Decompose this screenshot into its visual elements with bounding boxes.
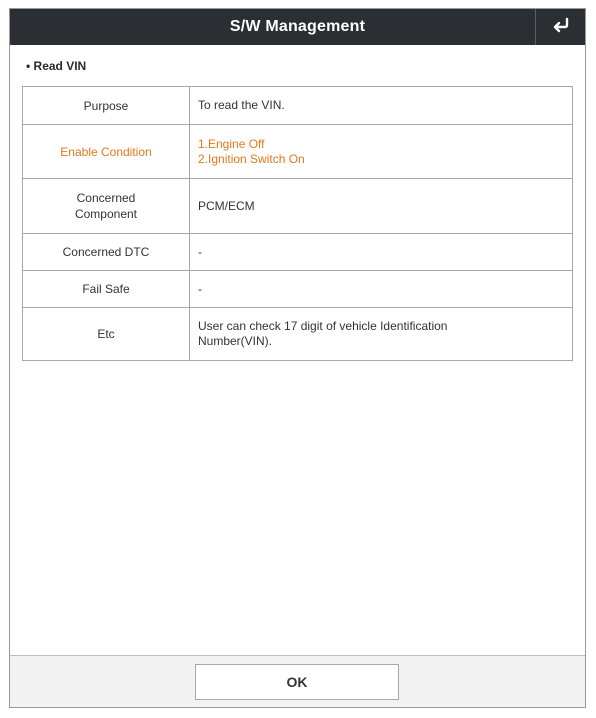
row-key: Etc xyxy=(23,308,190,361)
row-value xyxy=(190,234,573,271)
key-line: Component xyxy=(74,207,138,221)
return-arrow-icon xyxy=(551,17,571,38)
row-value xyxy=(190,179,573,234)
value-line: User can check 17 digit of vehicle Identification xyxy=(198,319,448,333)
table-row xyxy=(23,179,573,234)
row-key: Enable Condition xyxy=(23,125,190,179)
table-row xyxy=(23,125,573,179)
table-row xyxy=(23,308,573,361)
value-line: 2.Ignition Switch On xyxy=(198,151,305,166)
value-line: PCM/ECM xyxy=(198,198,255,213)
row-value xyxy=(190,125,573,179)
row-key: Purpose xyxy=(23,87,190,125)
dialog-footer xyxy=(10,655,585,707)
key-line: Concerned xyxy=(76,191,136,205)
row-key xyxy=(23,179,190,234)
info-table xyxy=(22,86,573,361)
value-line: Number(VIN). xyxy=(198,334,273,348)
row-key: Fail Safe xyxy=(23,271,190,308)
title-bar xyxy=(10,9,585,45)
window-title: S/W Management xyxy=(229,18,366,35)
row-key: Concerned DTC xyxy=(23,234,190,271)
section-label: • Read VIN xyxy=(26,59,87,73)
value-line: - xyxy=(198,281,202,296)
row-value xyxy=(190,271,573,308)
ok-button[interactable]: OK xyxy=(195,664,399,700)
back-button[interactable] xyxy=(535,9,585,45)
value-line: - xyxy=(198,244,202,259)
table-row xyxy=(23,271,573,308)
dialog-window xyxy=(9,8,586,708)
table-row xyxy=(23,87,573,125)
value-line: To read the VIN. xyxy=(198,98,285,112)
row-value xyxy=(190,87,573,125)
value-line: 1.Engine Off xyxy=(198,136,265,151)
row-value xyxy=(190,308,573,361)
table-row xyxy=(23,234,573,271)
